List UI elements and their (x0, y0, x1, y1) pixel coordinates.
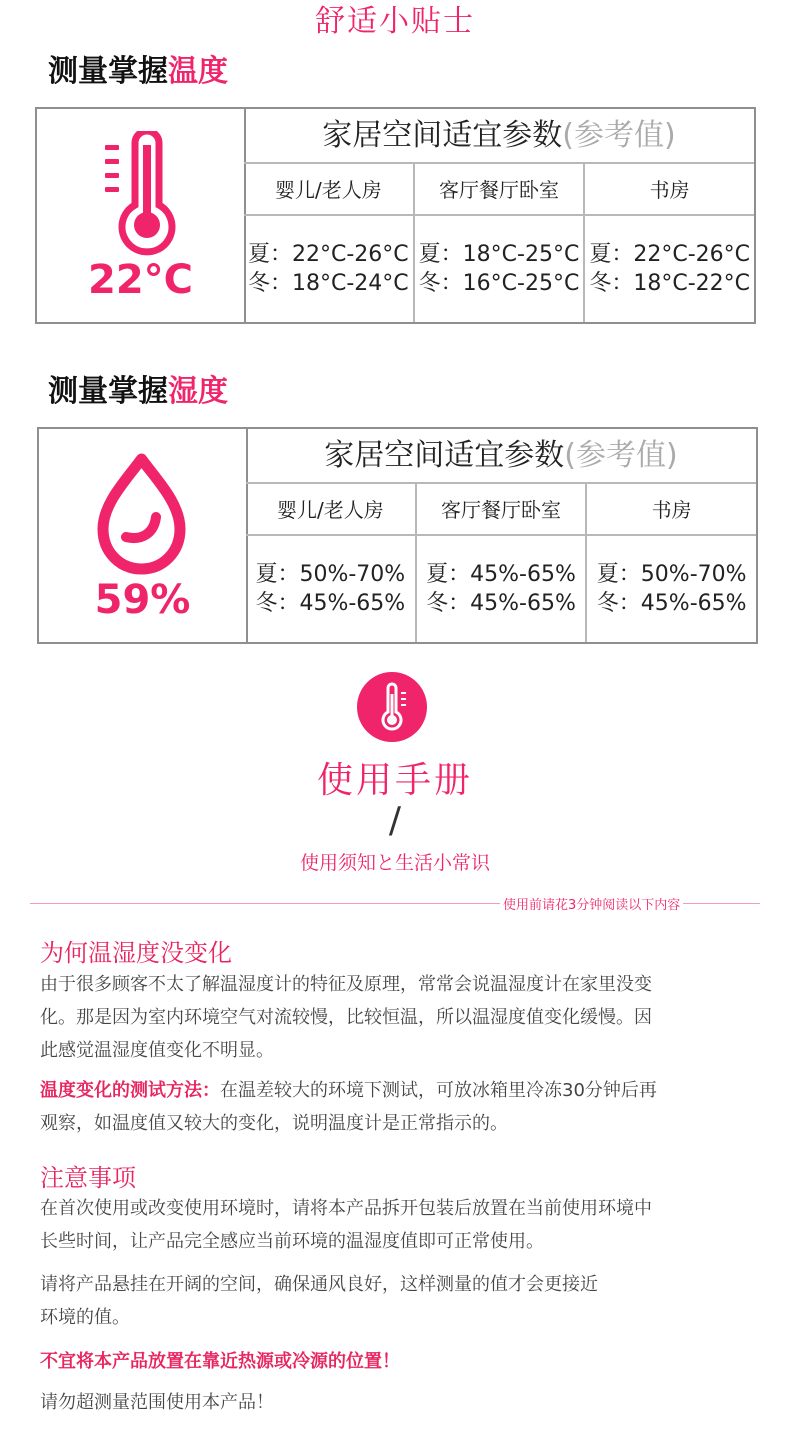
test-method-paragraph: 温度变化的测试方法：在温差较大的环境下测试，可放冰箱里冷冻30分钟后再 观察，如温度值又较大的变化，说明温度计是正常指示的。 (40, 1080, 657, 1134)
column-header: 书房 (651, 497, 692, 522)
table-caption-note: (参考值) (564, 438, 678, 473)
humidity-icon-cell (39, 429, 248, 642)
temperature-value: 22°C (87, 257, 194, 303)
heading-prefix: 测量掌握 (48, 54, 168, 89)
heading-accent: 温度 (168, 54, 228, 89)
notes-heading: 注意事项 (40, 1164, 136, 1192)
humidity-heading (48, 372, 228, 412)
value-cell: 夏：50%-70% 冬：45%-65% (596, 562, 747, 616)
value-cell: 夏：50%-70% 冬：45%-65% (246, 536, 417, 642)
table-caption: 家居空间适宜参数(参考值) (244, 109, 754, 164)
value-cell: 夏：18°C-25°C 冬：16°C-25°C (415, 216, 586, 322)
temperature-table (35, 107, 756, 324)
manual-subtitle: 使用须知と生活小常识 (299, 852, 490, 874)
heading-prefix: 测量掌握 (48, 374, 168, 409)
table-values-row (244, 216, 754, 322)
column-header: 婴儿/老人房 (246, 482, 417, 534)
notes-paragraph-1: 在首次使用或改变使用环境时，请将本产品拆开包装后放置在当前使用环境中 长些时间，让产品完全感应当前环境的温湿度值即可正常使用。 (40, 1198, 652, 1252)
test-method-label: 温度变化的测试方法： (40, 1080, 220, 1101)
column-header: 客厅餐厅卧室 (417, 482, 588, 534)
column-header: 客厅餐厅卧室 (415, 162, 586, 214)
notes-last-line: 请勿超测量范围使用本产品！ (40, 1392, 274, 1413)
warning-text: 不宜将本产品放置在靠近热源或冷源的位置！ (40, 1351, 400, 1372)
table-header-row (244, 162, 754, 216)
table-caption-note: (参考值) (562, 118, 676, 153)
heading-accent: 湿度 (168, 374, 228, 409)
why-heading: 为何温湿度没变化 (40, 939, 232, 967)
notes-paragraph-2: 请将产品悬挂在开阔的空间，确保通风良好，这样测量的值才会更接近 环境的值。 (40, 1274, 598, 1328)
column-header: 书房 (649, 177, 690, 202)
page-title: 舒适小贴士 (315, 4, 475, 39)
value-cell: 夏：22°C-26°C 冬：18°C-24°C (244, 216, 415, 322)
value-cell: 夏：45%-65% 冬：45%-65% (417, 536, 588, 642)
thermometer-badge-icon (357, 672, 427, 742)
thermometer-icon (97, 131, 187, 261)
temperature-icon-cell (37, 109, 246, 322)
table-header-row (246, 482, 756, 536)
manual-slash: / (388, 800, 402, 841)
humidity-value: 59% (94, 577, 191, 623)
column-header: 婴儿/老人房 (244, 162, 415, 214)
manual-title: 使用手册 (316, 760, 473, 801)
value-cell: 夏：22°C-26°C 冬：18°C-22°C (589, 242, 750, 296)
water-drop-icon (94, 453, 189, 575)
temperature-heading (48, 52, 228, 92)
table-values-row (246, 536, 756, 642)
why-paragraph: 由于很多顾客不太了解温湿度计的特征及原理，常常会说温湿度计在家里没变 化。那是因为室内环境空气对流较慢，比较恒温，所以温湿度值变化缓慢。因 此感觉温湿度值变化不明显。 (40, 974, 652, 1061)
divider-text: 使用前请花3分钟阅读以下内容 (500, 894, 683, 913)
humidity-table (37, 427, 758, 644)
table-caption: 家居空间适宜参数(参考值) (246, 429, 756, 484)
